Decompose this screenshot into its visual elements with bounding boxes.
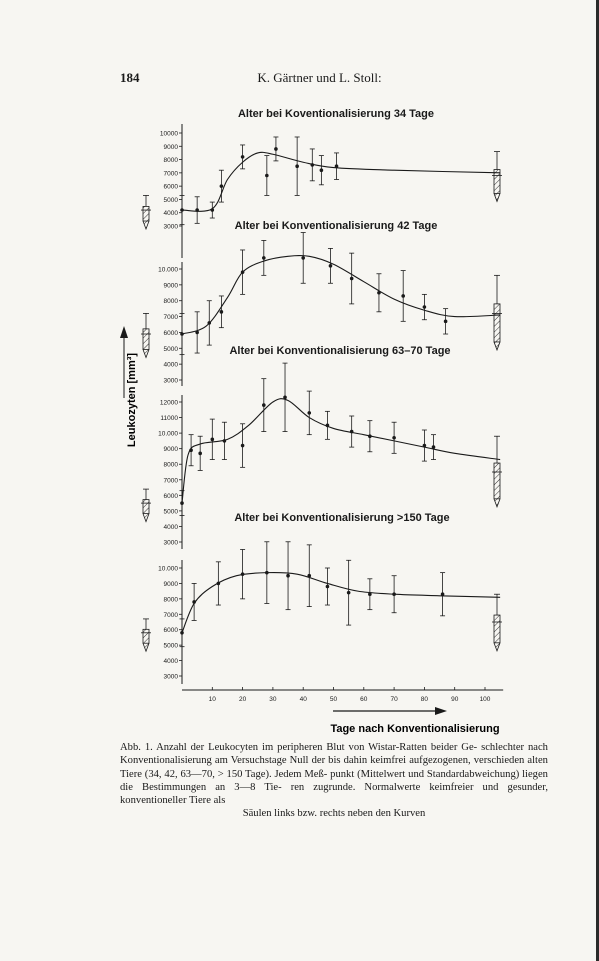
y-tick-label: 10000 (159, 130, 178, 138)
caption-line-2: schlechter nach Konventionalisierung am Versuchstage Null der bis dahin keimfrei (120, 742, 548, 767)
y-tick-label: 12000 (159, 399, 178, 407)
caption-last-line: Säulen links bzw. rechts neben den Kurven (242, 808, 426, 820)
mean-dot (295, 164, 299, 168)
panel-title: Alter bei Koventionalisierung 34 Tage (237, 108, 435, 120)
mean-dot (423, 305, 427, 309)
data-point (349, 416, 354, 447)
data-point (346, 560, 351, 625)
y-tick-label: 5000 (163, 508, 178, 516)
mean-dot (320, 168, 324, 172)
data-point (261, 379, 266, 432)
normal-bar-tip (494, 643, 500, 651)
x-tick-label: 80 (420, 696, 429, 703)
data-point (192, 583, 197, 620)
normal-bar-column (494, 304, 500, 342)
data-point (273, 137, 278, 161)
normal-bar-conventional (492, 436, 502, 507)
fitted-curve (182, 256, 500, 335)
data-point (283, 363, 288, 431)
y-tick-label: 8000 (163, 157, 178, 165)
data-point (440, 573, 445, 616)
mean-dot (274, 147, 278, 151)
normal-bar-column (143, 329, 149, 350)
x-tick-label: 40 (299, 696, 307, 703)
y-tick-label: 5000 (163, 345, 178, 353)
y-tick-label: 3000 (163, 673, 178, 681)
data-point (307, 545, 312, 607)
data-point (195, 197, 200, 224)
mean-dot (262, 256, 266, 260)
normal-bar-germfree (141, 195, 151, 229)
data-point (219, 296, 224, 328)
data-point (328, 248, 333, 283)
normal-bar-tip (143, 643, 149, 651)
normal-bar-conventional (492, 275, 502, 350)
normal-bar-conventional (492, 152, 502, 202)
normal-bar-tip (143, 349, 149, 357)
mean-dot (241, 155, 245, 159)
data-point (422, 294, 427, 319)
mean-dot (286, 574, 290, 578)
mean-dot (211, 438, 215, 442)
x-tick-label: 20 (238, 696, 247, 703)
caption-line-3: aufgezogenen, verschieden alten Tiere (34, 42, 63—70, > 150 Tage). Jedem Meß- (120, 755, 548, 780)
mean-dot (347, 591, 351, 595)
normal-bar-tip (143, 514, 149, 522)
running-title: K. Gärtner und L. Stoll: (257, 70, 382, 85)
y-tick-label: 4000 (163, 361, 178, 369)
mean-dot (329, 264, 333, 268)
y-tick-label: 7000 (163, 314, 178, 322)
x-axis-label: Tage nach Konventionalisierung (330, 723, 500, 735)
mean-dot (265, 174, 269, 178)
x-tick-label: 100 (479, 696, 491, 703)
y-tick-label: 9000 (163, 143, 178, 151)
normal-bar-germfree (141, 619, 151, 651)
figure-panels (141, 108, 502, 684)
y-tick-label: 4000 (163, 523, 178, 531)
mean-dot (262, 403, 266, 407)
data-point (376, 274, 381, 312)
x-axis (182, 687, 503, 703)
panel-title: Alter bei Konventionalisierung 42 Tage (234, 220, 438, 232)
normal-bar-conventional (492, 594, 502, 651)
normal-bar-tip (143, 221, 149, 229)
data-point (301, 233, 306, 284)
data-point (367, 579, 372, 610)
y-tick-label: 6000 (163, 627, 178, 635)
normal-bar-column (494, 615, 500, 643)
panel-4 (141, 512, 502, 684)
x-tick-label: 50 (329, 696, 338, 703)
y-tick-label: 10.000 (158, 266, 178, 274)
normal-bar-column (494, 463, 500, 499)
y-tick-label: 4000 (163, 658, 178, 666)
normal-bar-column (143, 206, 149, 221)
mean-dot (220, 310, 224, 314)
mean-dot (220, 184, 224, 188)
mean-dot (401, 294, 405, 298)
data-point (210, 419, 215, 459)
y-tick-label: 5000 (163, 196, 178, 204)
y-tick-label: 6000 (163, 329, 178, 337)
data-point (286, 542, 291, 610)
y-tick-label: 7000 (163, 170, 178, 178)
y-tick-label: 3000 (163, 377, 178, 385)
data-point (307, 391, 312, 435)
y-tick-label: 6000 (163, 183, 178, 191)
data-point (295, 137, 300, 195)
x-tick-label: 30 (269, 696, 277, 703)
x-tick-label: 90 (451, 696, 459, 703)
y-tick-label: 8000 (163, 461, 178, 469)
y-tick-label: 8000 (163, 596, 178, 604)
y-tick-label: 7000 (163, 477, 178, 485)
data-point (264, 156, 269, 196)
normal-bar-column (143, 629, 149, 643)
y-tick-label: 10.000 (158, 430, 178, 438)
data-point (401, 271, 406, 322)
data-point (195, 312, 200, 353)
normal-bar-germfree (141, 489, 151, 521)
normal-bar-tip (494, 342, 500, 350)
data-point (325, 568, 330, 605)
data-point (431, 435, 436, 460)
page-number: 184 (120, 70, 140, 85)
mean-dot (350, 277, 354, 281)
normal-bar-column (143, 500, 149, 514)
fitted-curve (182, 399, 500, 503)
data-point (198, 436, 203, 470)
y-tick-label: 9000 (163, 446, 178, 454)
mean-dot (301, 256, 305, 260)
data-point (422, 430, 427, 461)
y-tick-label: 3000 (163, 539, 178, 547)
y-tick-label: 9000 (163, 580, 178, 588)
panel-2 (141, 220, 502, 386)
y-tick-label: 3000 (163, 223, 178, 231)
y-tick-label: 11000 (160, 415, 178, 423)
caption-line-4: punkt (Mittelwert und Standardabweichung) liegen die Bestimmungen an 3—8 Tie- (120, 768, 548, 793)
data-point (443, 309, 448, 334)
data-point (334, 153, 339, 180)
x-tick-label: 10 (208, 696, 216, 703)
y-tick-label: 9000 (163, 282, 178, 290)
normal-bar-tip (494, 193, 500, 201)
figure-caption (120, 741, 548, 821)
x-tick-label: 70 (390, 696, 398, 703)
y-tick-label: 8000 (163, 298, 178, 306)
mean-dot (198, 452, 202, 456)
data-point (240, 145, 245, 169)
fitted-curve (182, 152, 500, 211)
fitted-curve (182, 573, 500, 633)
mean-dot (307, 411, 311, 415)
y-axis-arrowhead (120, 326, 128, 338)
mean-dot (392, 436, 396, 440)
y-tick-label: 4000 (163, 210, 178, 218)
normal-bar-germfree (141, 313, 151, 357)
panel-1 (141, 108, 502, 258)
y-tick-label: 5000 (163, 642, 178, 650)
y-axis-label: Leukozyten [mm³] (126, 352, 138, 448)
y-tick-label: 10.000 (158, 565, 178, 573)
mean-dot (326, 585, 330, 589)
y-tick-label: 7000 (163, 611, 178, 619)
caption-line-5: ren zugrunde. Normalwerte keimfreier und gesunder, konventioneller Tiere als (120, 781, 548, 807)
x-tick-label: 60 (360, 696, 368, 703)
data-point (180, 619, 185, 647)
panel-title: Alter bei Konventionalisierung 63–70 Tage (229, 345, 451, 357)
panel-title: Alter bei Konventionalisierung >150 Tage (234, 512, 450, 524)
data-point (261, 240, 266, 275)
mean-dot (444, 320, 448, 324)
caption-line-1: Abb. 1. Anzahl der Leukocyten im peripheren Blut von Wistar-Ratten beider Ge- (120, 742, 478, 753)
y-tick-label: 6000 (163, 492, 178, 500)
data-point (319, 156, 324, 185)
data-point (349, 253, 354, 304)
mean-dot (241, 444, 245, 448)
data-point (392, 422, 397, 453)
normal-bar-tip (494, 499, 500, 507)
x-axis-arrowhead (435, 707, 447, 715)
